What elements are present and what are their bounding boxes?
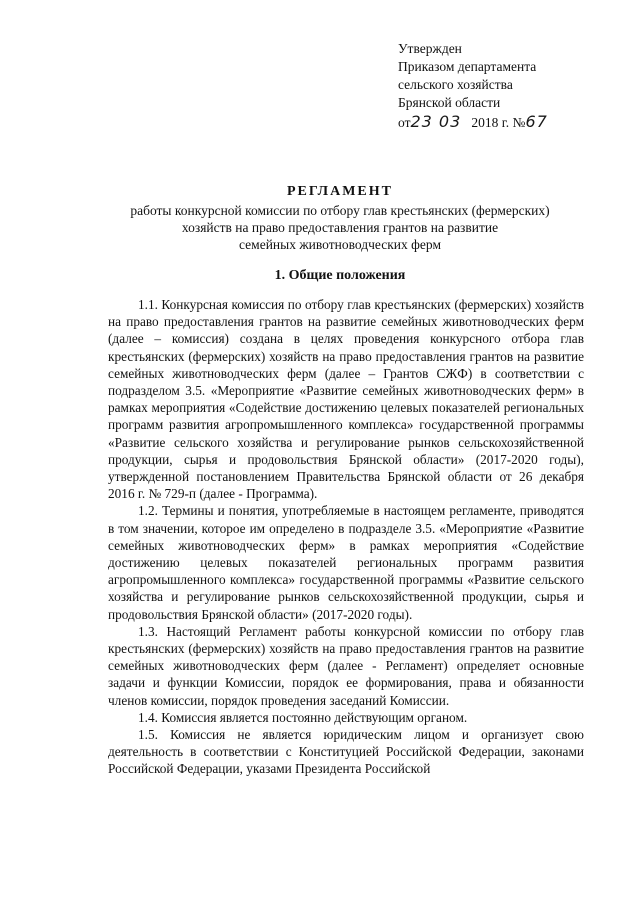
document-subtitle-line-2: хозяйств на право предоставления грантов на развитие bbox=[181, 220, 499, 235]
document-subtitle-line-3: семейных животноводческих ферм bbox=[239, 237, 441, 252]
date-year: 2018 г. № bbox=[471, 115, 526, 130]
document-title: РЕГЛАМЕНТ bbox=[286, 184, 393, 199]
paragraph-1-2: 1.2. Термины и понятия, употребляемые в настоящем регламенте, приводятся в том значении, которое им определено в подразделе 3.5. «Мероприятие «Развитие семейных животноводческих ферм» в рамках мероприятия «Содействие достижению целевых показателей региональных программ развития агропромышленного комплекса» государственной программы «Развитие сельского хозяйства и регулирование рынков сельскохозяйственной продукции, сырья и продовольствия Брянской области» (2017-2020 годы). bbox=[108, 503, 584, 622]
approval-stamp bbox=[398, 40, 628, 132]
approval-line-department: сельского хозяйства bbox=[398, 77, 513, 92]
approval-date-line bbox=[398, 113, 628, 132]
approval-line-region: Брянской области bbox=[398, 95, 501, 110]
approval-line-approved: Утвержден bbox=[398, 41, 462, 56]
paragraph-1-3: 1.3. Настоящий Регламент работы конкурсной комиссии по отбору глав крестьянских (фермерских) хозяйств на право предоставления грантов на развитие семейных животноводческих ферм (далее - Регламент) определяет основные задачи и функции Комиссии, порядок ее формирования, права и обязанности членов комиссии, порядок проведения заседаний Комиссии. bbox=[108, 623, 584, 708]
document-title-block bbox=[80, 183, 600, 253]
paragraph-1-1: 1.1. Конкурсная комиссия по отбору глав крестьянских (фермерских) хозяйств на право предоставления грантов на развитие семейных животноводческих ферм (далее – комиссия) создана в целях проведения конкурсного отбора глав крестьянских (фермерских) хозяйств на право предоставления грантов на развитие семейных животноводческих ферм (далее – Грантов СЖФ) в соответствии с подразделом 3.5. «Мероприятие «Развитие семейных животноводческих ферм» в рамках мероприятия «Содействие достижению целевых показателей региональных программ развития агропромышленного комплекса» государственной программы «Развитие сельского хозяйства и регулирование рынков сельскохозяйственной продукции, сырья и продовольствия Брянской области» (2017-2020 годы), утвержденной постановлением Правительства Брянской области от 26 декабря 2016 г. № 729-п (далее - Программа). bbox=[108, 297, 584, 502]
handwritten-date: 23 03 bbox=[410, 112, 462, 131]
handwritten-number: 67 bbox=[525, 112, 548, 131]
paragraph-1-4: 1.4. Комиссия является постоянно действующим органом. bbox=[138, 709, 468, 725]
date-prefix: от bbox=[398, 115, 411, 130]
section-body bbox=[108, 296, 584, 778]
paragraph-1-5: 1.5. Комиссия не является юридическим лицом и организует свою деятельность в соответствии с Конституцией Российской Федерации, законами Российской Федерации, указами Президента Российской bbox=[108, 727, 584, 777]
document-subtitle-line-1: работы конкурсной комиссии по отбору глав крестьянских (фермерских) bbox=[130, 203, 550, 218]
section-heading: 1. Общие положения bbox=[274, 268, 406, 283]
approval-line-order: Приказом департамента bbox=[398, 59, 537, 74]
